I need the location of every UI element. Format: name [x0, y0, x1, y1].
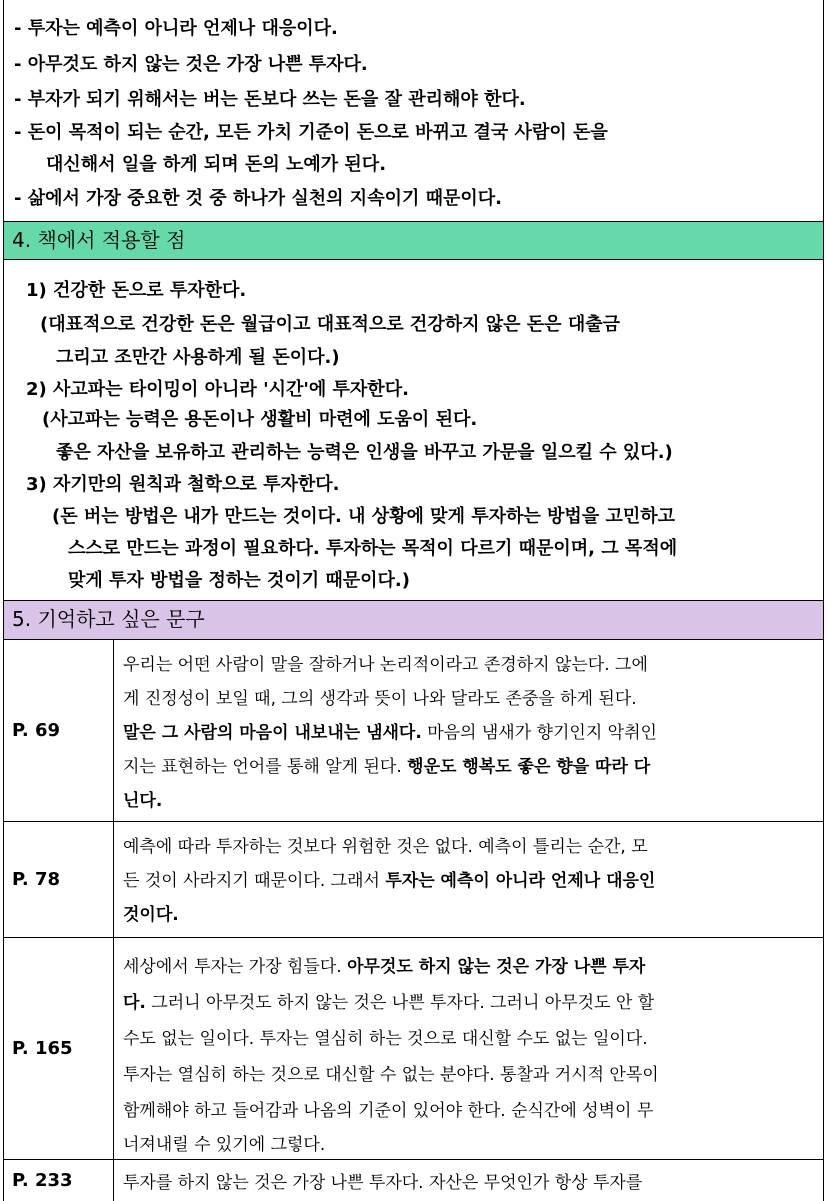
- section3-body: [4, 0, 823, 220]
- section5-title: 5. 기억하고 싶은 문구: [12, 607, 205, 631]
- quote-line: [123, 684, 637, 709]
- section4-title: 4. 책에서 적용할 점: [12, 228, 186, 252]
- quote-line: [123, 650, 648, 675]
- section4-line: (사고파는 능력은 용돈이나 생활비 마련에 도움이 된다.: [42, 409, 478, 430]
- quote-row: [4, 938, 823, 1160]
- section4-line: 2) 사고파는 타이밍이 아니라 '시간'에 투자한다.: [26, 379, 409, 400]
- section4-line: (대표적으로 건강한 돈은 월급이고 대표적으로 건강하지 않은 돈은 대출금: [40, 314, 620, 335]
- quote-page-number: P. 69: [4, 640, 114, 821]
- quote-bold-segment: 투자는 예측이 아니라 언제나 대응인: [385, 871, 656, 891]
- quote-row: [4, 640, 823, 822]
- quote-page-number: P. 165: [4, 938, 114, 1159]
- section4-line: 1) 건강한 돈으로 투자한다.: [26, 280, 247, 301]
- quote-line: [123, 1168, 642, 1193]
- section3-line: - 삶에서 가장 중요한 것 중 하나가 실천의 지속이기 때문이다.: [14, 188, 503, 209]
- section4-line: 스스로 만드는 과정이 필요하다. 투자하는 목적이 다르기 때문이며, 그 목적에: [68, 538, 678, 559]
- quote-segment: 든 것이 사라지기 때문이다. 그래서: [123, 871, 386, 891]
- section3-line: - 돈이 목적이 되는 순간, 모든 가치 기준이 돈으로 바뀌고 결국 사람이 돈을: [14, 122, 608, 143]
- quote-line: [123, 752, 650, 777]
- quote-segment: 함께해야 하고 들어감과 나옴의 기준이 있어야 한다. 순식간에 성벽이 무: [123, 1101, 654, 1121]
- section3-line: - 투자는 예측이 아니라 언제나 대응이다.: [14, 18, 338, 39]
- section4-line: 맞게 투자 방법을 정하는 것이기 때문이다.): [68, 570, 410, 591]
- quote-segment: 그러니 아무것도 하지 않는 것은 나쁜 투자다. 그러니 아무것도 안 할: [145, 993, 655, 1013]
- quote-line: [123, 988, 654, 1013]
- quote-line: [123, 786, 162, 811]
- section3-line: 대신해서 일을 하게 되며 돈의 노예가 된다.: [46, 154, 387, 175]
- section4-line: 3) 자기만의 원칙과 철학으로 투자한다.: [26, 474, 340, 495]
- quote-bold-segment: 닌다.: [123, 791, 163, 811]
- quote-line: [123, 952, 645, 977]
- quote-line: [123, 900, 179, 925]
- quote-line: [123, 866, 655, 891]
- quote-bold-segment: 행운도 행복도 좋은 향을 따라 다: [407, 757, 651, 777]
- quote-segment: 지는 표현하는 언어를 통해 알게 된다.: [123, 757, 408, 777]
- document-page: [3, 0, 824, 1201]
- quote-row: [4, 822, 823, 938]
- section3-line: - 부자가 되기 위해서는 버는 돈보다 쓰는 돈을 잘 관리해야 한다.: [14, 89, 526, 110]
- quote-segment: 우리는 어떤 사람이 말을 잘하거나 논리적이라고 존경하지 않는다. 그에: [123, 655, 648, 675]
- quote-segment: 투자는 열심히 하는 것으로 대신할 수 없는 분야다. 통찰과 거시적 안목이: [123, 1065, 659, 1085]
- quote-segment: 수도 없는 일이다. 투자는 열심히 하는 것으로 대신할 수도 없는 일이다.: [123, 1029, 648, 1049]
- section4-body: [4, 260, 823, 598]
- quote-line: [123, 1096, 653, 1121]
- quote-line: [123, 1024, 648, 1049]
- quote-page-number: P. 78: [4, 822, 114, 937]
- quote-bold-segment: 말은 그 사람의 마음이 내보내는 냄새다.: [123, 723, 422, 743]
- quote-bold-segment: 것이다.: [123, 905, 179, 925]
- quote-page-number: P. 233: [4, 1160, 114, 1201]
- section4-line: 좋은 자산을 보유하고 관리하는 능력은 인생을 바꾸고 가문을 일으킬 수 있다.): [56, 442, 673, 463]
- quote-segment: 예측에 따라 투자하는 것보다 위험한 것은 없다. 예측이 틀리는 순간, 모: [123, 837, 648, 857]
- quote-segment: 투자를 하지 않는 것은 가장 나쁜 투자다. 자산은 무엇인가 항상 투자를: [123, 1173, 643, 1193]
- quote-bold-segment: 아무것도 하지 않는 것은 가장 나쁜 투자: [347, 957, 646, 977]
- quote-line: [123, 1130, 325, 1155]
- quote-segment: 게 진정성이 보일 때, 그의 생각과 뜻이 나와 달라도 존중을 하게 된다.: [123, 689, 637, 709]
- quote-segment: 마음의 냄새가 향기인지 악취인: [421, 723, 657, 743]
- quote-segment: 너져내릴 수 있기에 그렇다.: [123, 1135, 326, 1155]
- quote-bold-segment: 다.: [123, 993, 146, 1013]
- section4-line: 그리고 조만간 사용하게 될 돈이다.): [56, 347, 340, 368]
- section4-line: (돈 버는 방법은 내가 만드는 것이다. 내 상황에 맞게 투자하는 방법을 고민하고: [52, 506, 676, 527]
- section3-line: - 아무것도 하지 않는 것은 가장 나쁜 투자다.: [14, 54, 368, 75]
- quote-segment: 세상에서 투자는 가장 힘들다.: [123, 957, 348, 977]
- section5-header: [4, 600, 823, 640]
- quote-line: [123, 832, 648, 857]
- section4-header: [4, 221, 823, 260]
- quote-row: [4, 1160, 823, 1201]
- quote-line: [123, 718, 657, 743]
- quote-line: [123, 1060, 659, 1085]
